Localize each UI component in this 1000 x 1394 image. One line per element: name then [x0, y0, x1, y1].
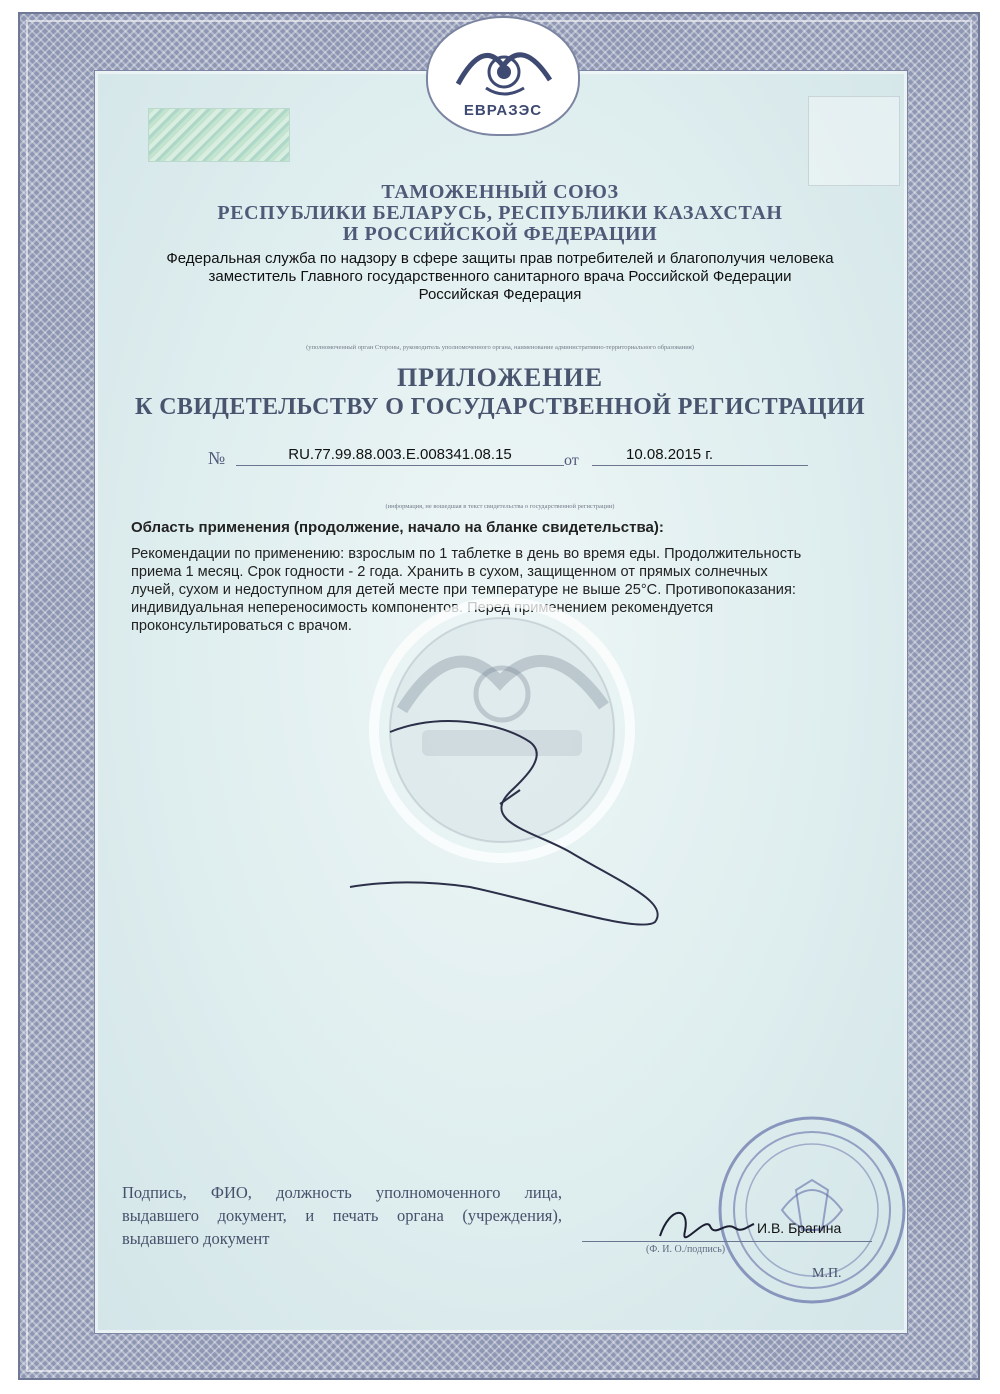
- info-caption: (информация, не вошедшая в текст свидетельства о государственной регистрации): [385, 503, 615, 510]
- from-label: от: [564, 452, 579, 469]
- scope-line: проконсультироваться с врачом.: [131, 618, 352, 634]
- union-line: И РОССИЙСКОЙ ФЕДЕРАЦИИ: [342, 223, 658, 245]
- registration-line: [208, 440, 808, 472]
- scope-line: Рекомендации по применению: взрослым по 1 таблетке в день во время еды. Продолжительность: [131, 546, 802, 562]
- scope-line: лучей, сухом и недоступном для детей месте при температуре не выше 25°С. Противопоказания:: [131, 582, 796, 598]
- union-line: РЕСПУБЛИКИ БЕЛАРУСЬ, РЕСПУБЛИКИ КАЗАХСТАН: [217, 202, 783, 224]
- scope-line: приема 1 месяц. Срок годности - 2 года. Хранить в сухом, защищенном от прямых солнечных: [131, 564, 768, 580]
- scope-line: индивидуальная непереносимость компонентов. Перед применением рекомендуется: [131, 600, 714, 616]
- emblem-label: ЕВРАЗЭС: [463, 102, 543, 119]
- registration-date: 10.08.2015 г.: [592, 446, 808, 466]
- hologram-sticker: [148, 108, 290, 162]
- corner-stamp-mark: [808, 96, 900, 186]
- registration-number: RU.77.99.88.003.E.008341.08.15: [236, 446, 564, 466]
- number-sign: №: [208, 448, 226, 468]
- service-line: заместитель Главного государственного санитарного врача Российской Федерации: [208, 268, 792, 285]
- eurasec-emblem: [426, 16, 580, 136]
- handwritten-signature: [320, 712, 680, 932]
- signatory-caption: Подпись, ФИО, должность уполномоченного лица, выдавшего документ, и печать органа (учреждения), выдавшего документ: [122, 1183, 562, 1248]
- service-header: [100, 250, 900, 304]
- signatory-name: И.В. Брагина: [757, 1220, 842, 1236]
- signature-line: [582, 1241, 872, 1242]
- fio-caption: (Ф. И. О./подпись): [646, 1244, 726, 1255]
- service-line: Российская Федерация: [418, 286, 582, 303]
- document-title: ПРИЛОЖЕНИЕ: [396, 363, 604, 392]
- union-line: ТАМОЖЕННЫЙ СОЮЗ: [381, 181, 619, 203]
- scope-heading: Область применения (продолжение, начало на бланке свидетельства):: [131, 519, 664, 536]
- signatory-signature: [650, 1196, 760, 1266]
- authority-caption: (уполномоченный орган Стороны, руководитель уполномоченного органа, наименование административно-территориального образования): [306, 344, 694, 351]
- stamp-place-label: М.П.: [812, 1266, 842, 1281]
- document-subtitle: К СВИДЕТЕЛЬСТВУ О ГОСУДАРСТВЕННОЙ РЕГИСТРАЦИИ: [135, 394, 865, 420]
- union-header: [100, 182, 900, 245]
- service-line: Федеральная служба по надзору в сфере защиты прав потребителей и благополучия человека: [166, 250, 834, 267]
